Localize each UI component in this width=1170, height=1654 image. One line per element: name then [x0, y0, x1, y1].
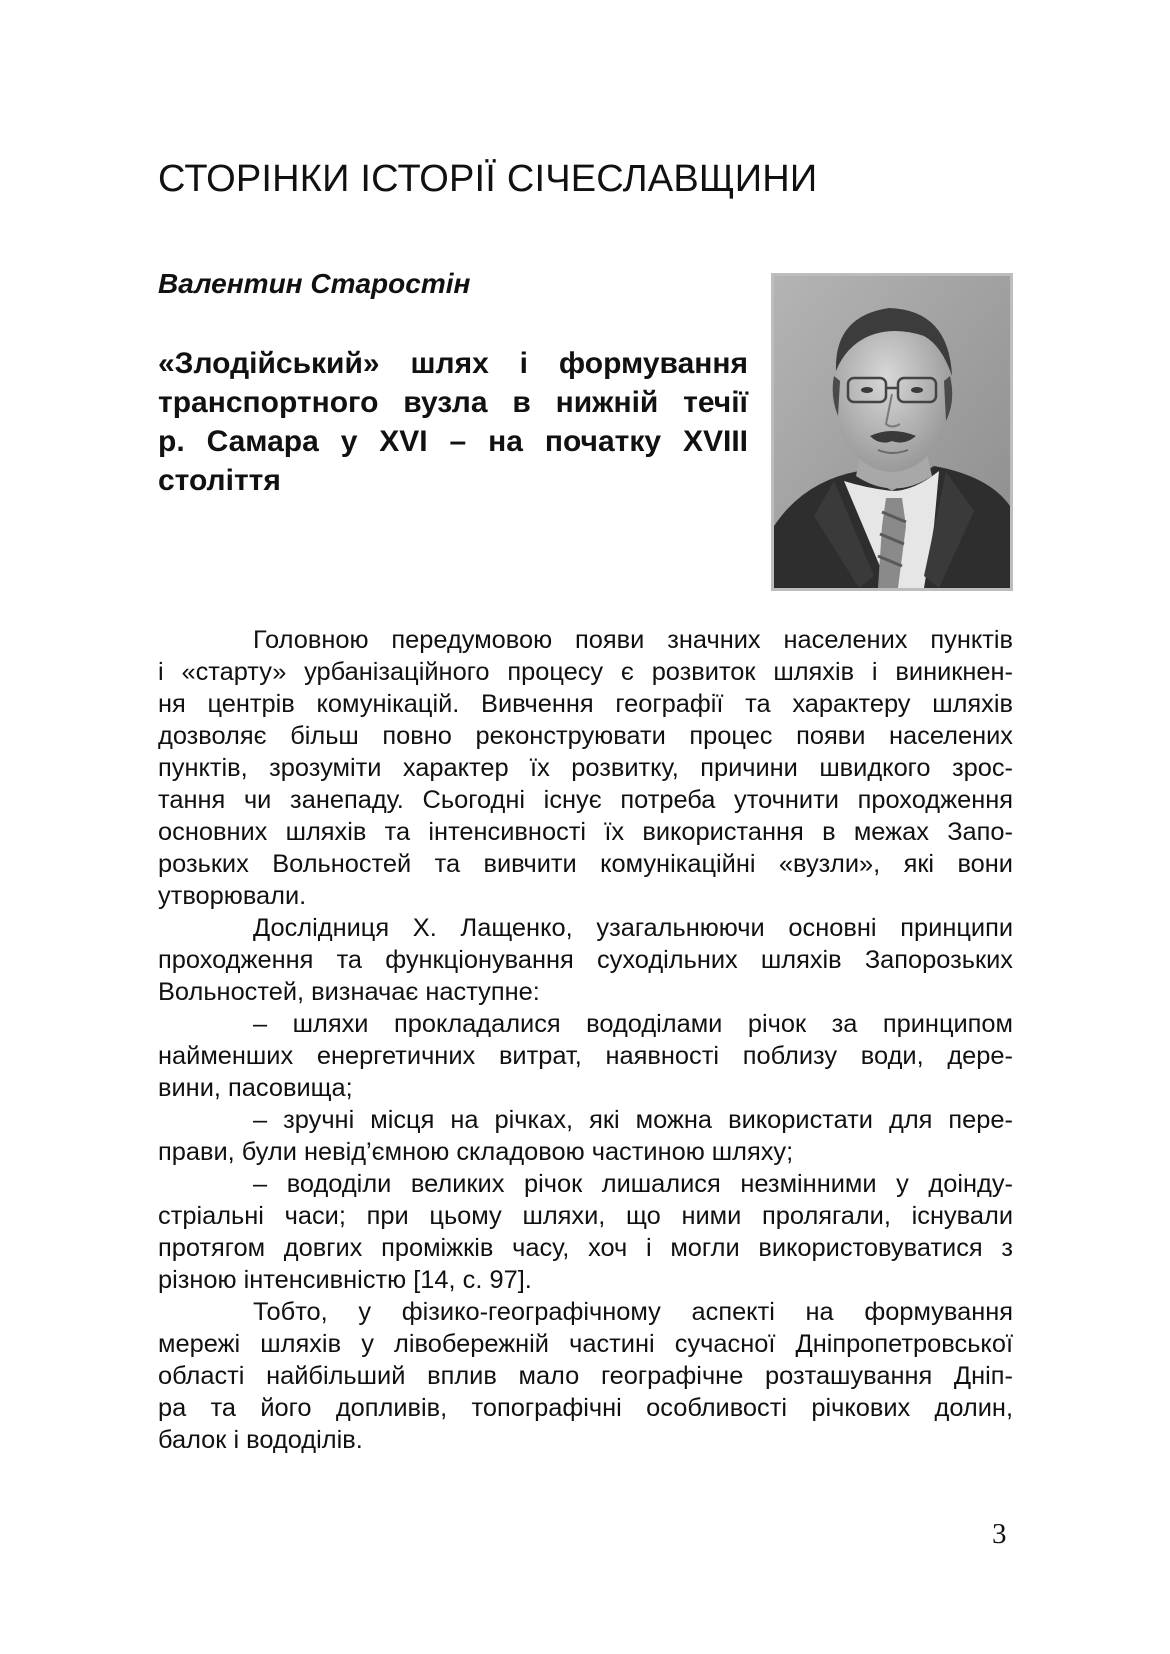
body-line: дозволяє більш повно реконструювати процес появи населених	[158, 722, 1013, 750]
body-line: мережі шляхів у лівобережній частині сучасної Дніпропетровської	[158, 1330, 1013, 1358]
page-number: 3	[992, 1518, 1007, 1550]
body-line: проходження та функціонування суходільних шляхів Запорозьких	[158, 946, 1013, 974]
body-line: різною інтенсивністю [14, с. 97].	[158, 1266, 532, 1294]
body-line: Вольностей, визначає наступне:	[158, 978, 540, 1006]
body-line: вини, пасовища;	[158, 1074, 353, 1102]
body-line: Головною передумовою появи значних населених пунктів	[253, 626, 1013, 654]
body-line: прави, були невід’ємною складовою частиною шляху;	[158, 1138, 794, 1166]
body-line: Дослідниця Х. Лащенко, узагальнюючи основні принципи	[253, 914, 1013, 942]
article-title-line: транспортного вузла в нижній течії	[158, 386, 748, 419]
author-name: Валентин Старостін	[158, 268, 471, 299]
body-line: утворювали.	[158, 882, 307, 910]
author-portrait	[771, 273, 1013, 591]
article-title-line: століття	[158, 464, 281, 497]
body-line: тання чи занепаду. Сьогодні існує потреба уточнити проходження	[158, 786, 1013, 814]
portrait-illustration	[774, 276, 1010, 588]
body-line: стріальні часи; при цьому шляхи, що ними пролягали, існували	[158, 1202, 1013, 1230]
body-line: пунктів, зрозуміти характер їх розвитку, причини швидкого зрос-	[158, 754, 1013, 782]
body-line: – шляхи прокладалися вододілами річок за принципом	[253, 1010, 1013, 1038]
article-title-line: р. Самара у XVI – на початку XVIII	[158, 425, 748, 458]
body-line: балок і вододілів.	[158, 1426, 363, 1454]
body-line: області найбільший вплив мало географічне розташування Дніп-	[158, 1362, 1013, 1390]
body-line: ра та його допливів, топографічні особливості річкових долин,	[158, 1394, 1013, 1422]
article-body	[158, 624, 1013, 1456]
article-title-line: «Злодійський» шлях і формування	[158, 347, 748, 380]
article-title	[158, 344, 748, 500]
body-line: розьких Вольностей та вивчити комунікаційні «вузли», які вони	[158, 850, 1013, 878]
section-heading: СТОРІНКИ ІСТОРІЇ СІЧЕСЛАВЩИНИ	[158, 158, 818, 200]
body-line: і «старту» урбанізаційного процесу є розвиток шляхів і виникнен-	[158, 658, 1013, 686]
body-line: ня центрів комунікацій. Вивчення географії та характеру шляхів	[158, 690, 1013, 718]
body-line: – вододіли великих річок лишалися незмінними у доінду-	[253, 1170, 1013, 1198]
body-line: протягом довгих проміжків часу, хоч і могли використовуватися з	[158, 1234, 1013, 1262]
body-line: найменших енергетичних витрат, наявності поблизу води, дере-	[158, 1042, 1013, 1070]
body-line: Тобто, у фізико-географічному аспекті на формування	[253, 1298, 1013, 1326]
body-line: основних шляхів та інтенсивності їх використання в межах Запо-	[158, 818, 1013, 846]
body-line: – зручні місця на річках, які можна використати для пере-	[253, 1106, 1013, 1134]
